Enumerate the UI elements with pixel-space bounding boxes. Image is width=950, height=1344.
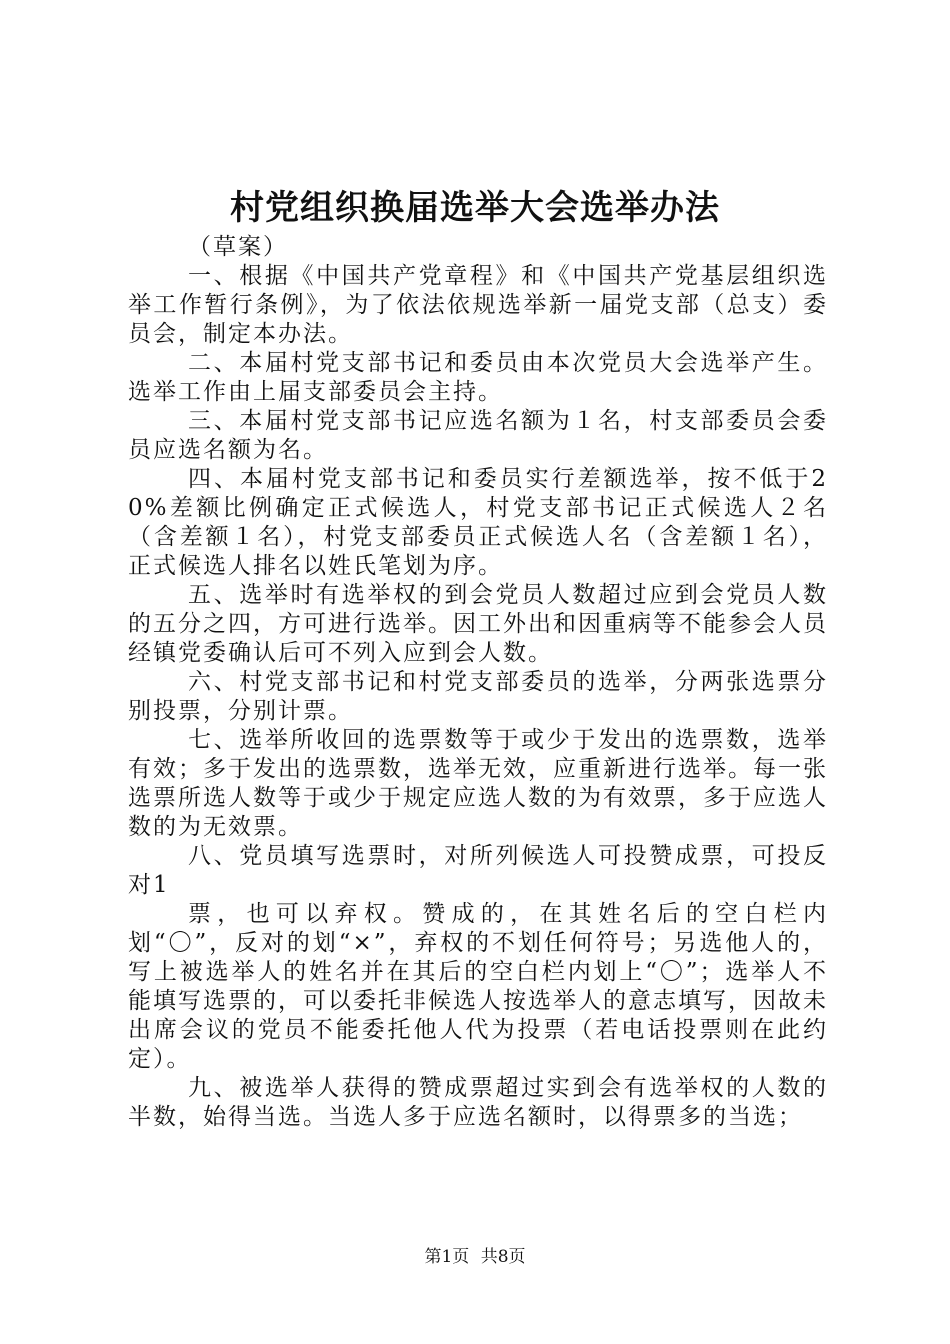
page-total: 共8页	[480, 1247, 526, 1267]
draft-label: （草案）	[188, 234, 288, 260]
clause-1: 一、根据《中国共产党章程》和《中国共产党基层组织选举工作暂行条例》，为了依法依规选举新一届党支部（总支）委员会，制定本办法。	[128, 263, 828, 347]
clause-5: 五、选举时有选举权的到会党员人数超过应到会党员人数的五分之四，方可进行选举。因工外出和因重病等不能参会人员经镇党委确认后可不列入应到会人数。	[128, 582, 828, 666]
clause-2: 二、本届村党支部书记和委员由本次党员大会选举产生。选举工作由上届支部委员会主持。	[128, 350, 828, 405]
document-title: 村党组织换届选举大会选举办法	[230, 188, 720, 228]
clause-8: 八、党员填写选票时，对所列候选人可投赞成票，可投反对1	[128, 843, 828, 898]
clause-4: 四、本届村党支部书记和委员实行差额选举，按不低于20%差额比例确定正式候选人，村党支部书记正式候选人２名（含差额１名），村党支部委员正式候选人名（含差额１名），正式候选人排名以姓氏笔划为序。	[128, 466, 828, 579]
document-body	[128, 233, 828, 1132]
clause-9: 九、被选举人获得的赞成票超过实到会有选举权的人数的半数，始得当选。当选人多于应选名额时，以得票多的当选；	[128, 1075, 828, 1130]
page-footer	[0, 1246, 950, 1268]
clause-7: 七、选举所收回的选票数等于或少于发出的选票数，选举有效；多于发出的选票数，选举无效，应重新进行选举。每一张选票所选人数等于或少于规定应选人数的为有效票，多于应选人数的为无效票。	[128, 727, 828, 840]
clause-6: 六、村党支部书记和村党支部委员的选举，分两张选票分别投票，分别计票。	[128, 669, 828, 724]
page-number: 第1页	[424, 1247, 470, 1267]
clause-3: 三、本届村党支部书记应选名额为１名，村支部委员会委员应选名额为名。	[128, 408, 828, 463]
clause-8-continued: 票，也可以弃权。赞成的，在其姓名后的空白栏内划“〇”，反对的划“×”，弃权的不划任何符号；另选他人的，写上被选举人的姓名并在其后的空白栏内划上“〇”；选举人不能填写选票的，可以委托非候选人按选举人的意志填写，因故未出席会议的党员不能委托他人代为投票（若电话投票则在此约定）。	[128, 901, 828, 1072]
